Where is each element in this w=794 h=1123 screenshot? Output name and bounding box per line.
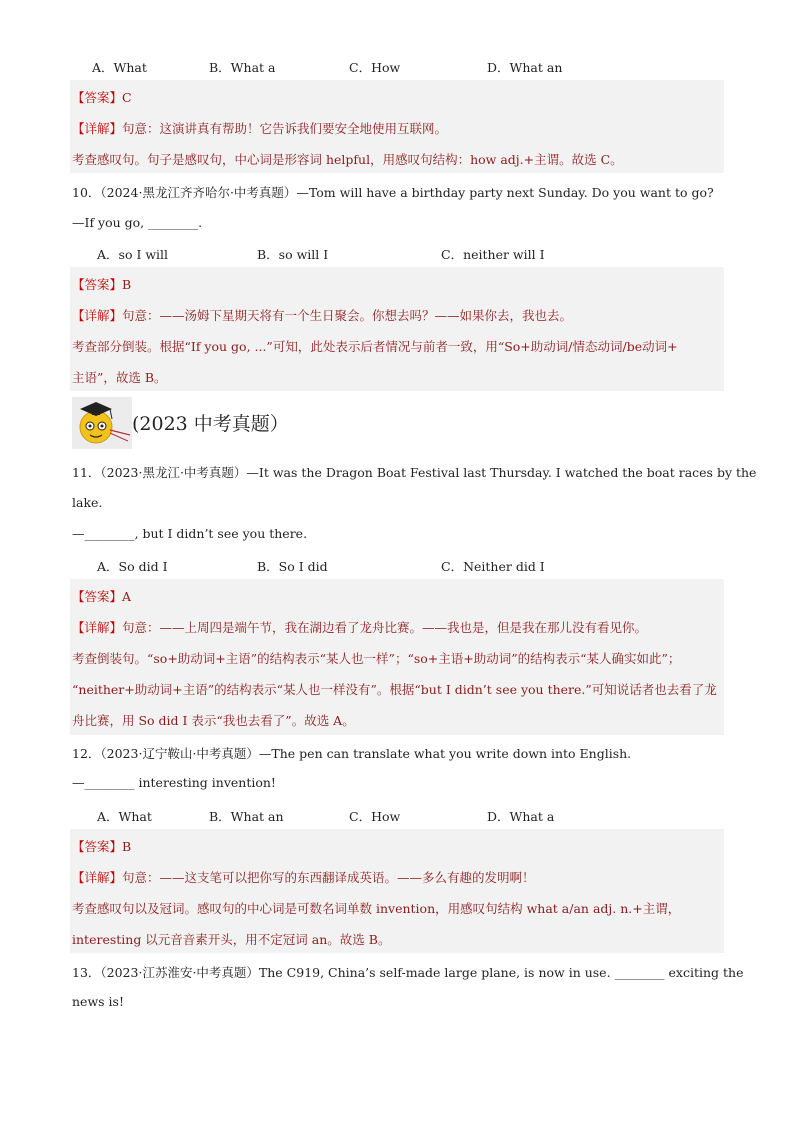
q11-answer-box xyxy=(70,579,724,735)
q9-detail-line-1 xyxy=(72,119,447,137)
answer-value: B xyxy=(122,839,132,854)
q12-option-c: C．How xyxy=(349,809,401,824)
q12-detail-line-1 xyxy=(72,868,535,886)
q11-option-a: A．So did I xyxy=(97,559,168,574)
q10-stem-1: 10．（2024·黑龙江齐齐哈尔·中考真题）—Tom will have a birthday party next Sunday. Do you want to go? xyxy=(72,185,714,200)
q11-stem-3: —________, but I didn’t see you there. xyxy=(72,526,308,541)
q12-stem-2: —________ interesting invention! xyxy=(72,775,276,790)
answer-value: A xyxy=(122,589,132,604)
q11-stem-2: lake. xyxy=(72,495,103,510)
detail-tag: 【详解】 xyxy=(72,308,123,323)
q11-detail-line-4: 舟比赛，用 So did I 表示“我也去看了”。故选 A。 xyxy=(72,713,355,728)
q9-answer-box xyxy=(70,80,724,173)
q10-answer-box xyxy=(70,267,724,391)
q12-answer-line xyxy=(72,837,131,855)
q9-detail-line-2: 考查感叹句。句子是感叹句，中心词是形容词 helpful，用感叹句结构：how adj.+主谓。故选 C。 xyxy=(72,152,623,167)
q12-option-a: A．What xyxy=(97,809,152,824)
q11-stem-1: 11．（2023·黑龙江·中考真题）—It was the Dragon Boat Festival last Thursday. I watched the boat races by the xyxy=(72,465,757,480)
answer-tag: 【答案】 xyxy=(72,839,123,854)
q12-answer-box xyxy=(70,829,724,953)
q9-answer-line xyxy=(72,88,132,106)
detail-text: 句意：——这支笔可以把你写的东西翻译成英语。——多么有趣的发明啊！ xyxy=(122,870,535,885)
answer-tag: 【答案】 xyxy=(72,90,123,105)
q12-detail-line-3: interesting 以元音音素开头，用不定冠词 an。故选 B。 xyxy=(72,932,391,947)
q9-option-b: B．What a xyxy=(209,60,276,75)
q12-detail-line-2: 考查感叹句以及冠词。感叹句的中心词是可数名词单数 invention，用感叹句结构 what a/an adj. n.+主谓， xyxy=(72,901,681,916)
mascot-icon xyxy=(72,397,132,449)
q11-detail-line-3: “neither+助动词+主语”的结构表示“某人也一样没有”。根据“but I didn’t see you there.”可知说话者也去看了龙 xyxy=(72,682,717,697)
detail-text: 句意：这演讲真有帮助！它告诉我们要安全地使用互联网。 xyxy=(122,121,448,136)
q11-option-c: C．Neither did I xyxy=(441,559,545,574)
detail-text: 句意：——汤姆下星期天将有一个生日聚会。你想去吗？——如果你去，我也去。 xyxy=(122,308,573,323)
q10-stem-2: —If you go, ________. xyxy=(72,215,203,230)
q13-stem-1: 13．（2023·江苏淮安·中考真题）The C919, China’s self-made large plane, is now in use. ________ exciting the xyxy=(72,965,744,980)
q9-option-d: D．What an xyxy=(487,60,563,75)
q13-stem-2: news is! xyxy=(72,994,124,1009)
q11-detail-line-2: 考查倒装句。“so+助动词+主语”的结构表示“某人也一样”；“so+主语+助动词”的结构表示“某人确实如此”； xyxy=(72,651,681,666)
answer-value: B xyxy=(122,277,132,292)
q10-answer-line xyxy=(72,275,131,293)
answer-tag: 【答案】 xyxy=(72,277,123,292)
answer-value: C xyxy=(122,90,132,105)
q12-option-d: D．What a xyxy=(487,809,555,824)
detail-tag: 【详解】 xyxy=(72,870,123,885)
q9-option-a: A．What xyxy=(92,60,147,75)
detail-tag: 【详解】 xyxy=(72,121,123,136)
section-header xyxy=(72,397,372,449)
section-title: (2023 中考真题） xyxy=(132,413,289,435)
q10-detail-line-1 xyxy=(72,306,572,324)
q10-detail-line-3: 主语”，故选 B。 xyxy=(72,370,167,385)
detail-tag: 【详解】 xyxy=(72,620,123,635)
q12-option-b: B．What an xyxy=(209,809,284,824)
q10-option-c: C．neither will I xyxy=(441,247,545,262)
q11-option-b: B．So I did xyxy=(257,559,328,574)
q9-option-c: C．How xyxy=(349,60,401,75)
q10-detail-line-2: 考查部分倒装。根据“If you go, ...”可知，此处表示后者情况与前者一致，用“So+助动词/情态动词/be动词+ xyxy=(72,339,678,354)
q10-option-a: A．so I will xyxy=(97,247,169,262)
q11-detail-line-1 xyxy=(72,618,647,636)
q12-stem-1: 12．（2023·辽宁鞍山·中考真题）—The pen can translate what you write down into English. xyxy=(72,746,632,761)
detail-text: 句意：——上周四是端午节，我在湖边看了龙舟比赛。——我也是，但是我在那儿没有看见你。 xyxy=(122,620,648,635)
q10-option-b: B．so will I xyxy=(257,247,329,262)
q11-answer-line xyxy=(72,587,131,605)
answer-tag: 【答案】 xyxy=(72,589,123,604)
